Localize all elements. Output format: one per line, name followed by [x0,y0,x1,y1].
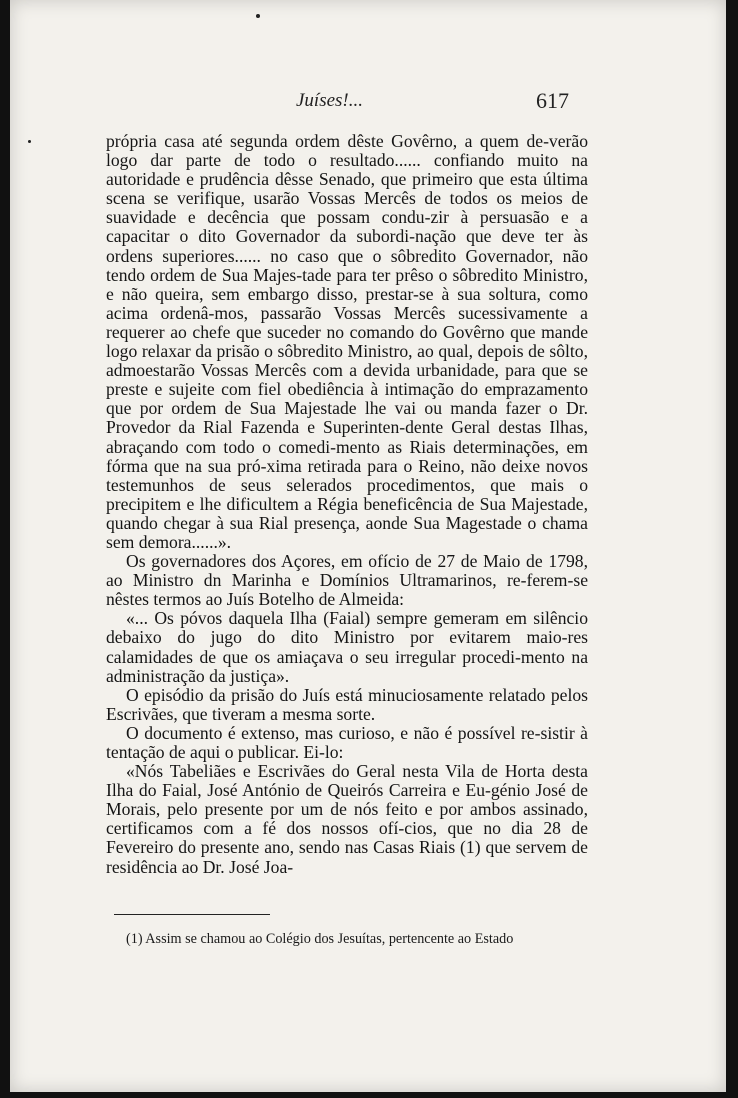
ink-speck [256,14,260,18]
paragraph-continued-quote: própria casa até segunda ordem dêste Govêrno, a quem de-verão logo dar parte de todo o resultado...... confiando muito na autoridade e prudência dêsse Senado, que primeiro que esta última scena se verifique, usarão Vossas Mercês de todos os meios de suavidade e decência que possam condu-zir à persuasão e a capacitar o dito Governador da subordi-nação que deve ter às ordens superiores...... no caso que o sôbredito Governador, não tendo ordem de Sua Majes-tade para ter prêso o sôbredito Ministro, e não queira, sem embargo disso, prestar-se à sua soltura, como acima ordenâ-mos, passarão Vossas Mercês sucessivamente a requerer ao chefe que suceder no comando do Govêrno que mande logo relaxar da prisão o sôbredito Ministro, ao qual, depois de sôlto, admoestarão Vossas Mercês com a devida urbanidade, para que se preste e sujeite com fiel obediência à intimação do emprazamento que por ordem de Sua Majestade lhe vai ou manda fazer o Dr. Provedor da Rial Fazenda e Superinten-dente Geral destas Ilhas, abraçando com todo o comedi-mento as Riais determinações, em fórma que na sua pró-xima retirada para o Reino, não deixe novos testemunhos de seus selerados procedimentos, que mais o precipitem e lhe dificultem a Régia beneficência de Sua Majestade, quando chegar à sua Rial presença, aonde Sua Magestade o chama sem demora......». [106,131,588,552]
footnote: (1) Assim se chamou ao Colégio dos Jesuítas, pertencente ao Estado [126,931,514,947]
paragraph-governors: Os governadores dos Açores, em ofício de 27 de Maio de 1798, ao Ministro dn Marinha e Domínios Ultramarinos, re-ferem-se nêstes termos ao Juís Botelho de Almeida: [106,551,588,610]
running-title: Juíses!... [296,90,364,111]
page-header [10,90,726,120]
footnote-divider [114,914,270,915]
book-page [10,0,726,1092]
ink-speck [28,140,31,143]
paragraph-quote-faial: «... Os póvos daquela Ilha (Faial) sempre gemeram em silêncio debaixo do jugo do dito Ministro por evitarem maio-res calamidades de que os amiaçava o seu irregular procedi-mento na administração da justiça». [106,608,588,686]
page-number: 617 [536,88,569,113]
paragraph-episode: O episódio da prisão do Juís está minuciosamente relatado pelos Escrivães, que tiveram a mesma sorte. [106,684,588,724]
body-text [106,132,588,877]
paragraph-document: O documento é extenso, mas curioso, e não é possível re-sistir à tentação de aqui o publicar. Ei-lo: [106,722,588,762]
paragraph-certificate: «Nós Tabeliães e Escrivães do Geral nesta Vila de Horta desta Ilha do Faial, José António de Queirós Carreira e Eu-génio José de Morais, pelo presente por um de nós feito e por ambos assinado, certificamos com a fé dos nossos ofí-cios, que no dia 28 de Fevereiro do presente ano, sendo nas Casas Riais (1) que servem de residência ao Dr. José Joa- [106,761,588,877]
